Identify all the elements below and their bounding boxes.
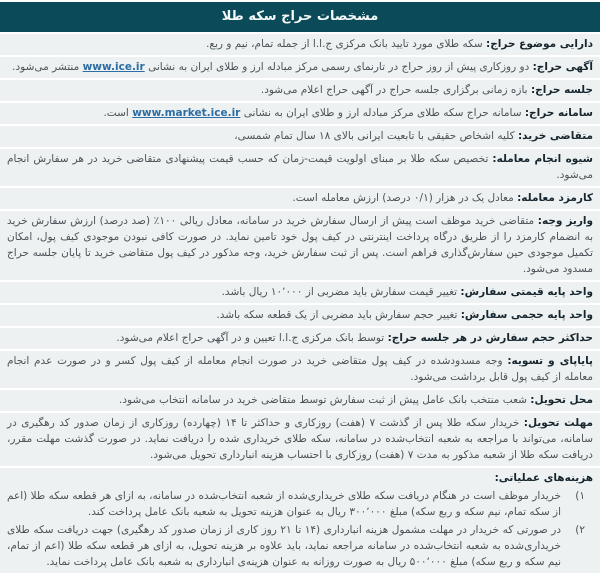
spec-text: تغییر قیمت سفارش باید مضربی از ۱۰٬۰۰۰ ریال باشد. [221, 286, 458, 298]
spec-row-delivery-deadline [0, 413, 600, 466]
list-item [7, 522, 593, 570]
spec-row-price-tick [0, 282, 600, 303]
spec-text: منتشر می‌شود. [12, 61, 80, 73]
page-title: مشخصات حراج سکه طلا [0, 2, 600, 32]
spec-row-session [0, 80, 600, 101]
spec-label: محل تحویل: [530, 394, 593, 406]
spec-text: سکه طلای مورد تایید بانک مرکزی ج.ا.ا از جمله تمام، نیم و ربع. [206, 38, 483, 50]
spec-text: بازه زمانی برگزاری جلسه حراج در آگهی حراج اعلام می‌شود. [260, 84, 528, 96]
spec-text: تخصیص سکه طلا بر مبنای اولویت قیمت-زمان که حسب قیمت پیشنهادی متقاضی خرید در هر سفارش انجام می‌شود. [7, 153, 593, 181]
spec-label: آگهی حراج: [532, 61, 593, 73]
spec-label: جلسه حراج: [530, 84, 593, 96]
spec-label: متقاضی خرید: [517, 130, 593, 142]
spec-label: مهلت تحویل: [523, 417, 593, 429]
spec-text: سامانه حراج سکه طلای مرکز مبادله ارز و طلای ایران به نشانی [243, 107, 522, 119]
spec-label: دارایی موضوع حراج: [486, 38, 593, 50]
spec-text: است. [103, 107, 129, 119]
spec-text: خریدار سکه طلا پس از گذشت ۷ (هفت) روزکاری و حداکثر تا ۱۴ (چهارده) روزکاری از زمان صدور کد رهگیری در سامانه، می‌تواند با مراجعه به شعبه انتخاب‌شده در سامانه، سکه طلای خریداری شده را دریافت نماید. در صورت گذشت مهلت مقرر، دریافت سکه طلا از شعبه مذکور به مدت ۷ (هفت) روزکاری با احتساب هزینه انبارداری تحویل می‌شود. [7, 417, 593, 461]
auction-specs-page [0, 2, 600, 573]
spec-text: کلیه اشخاص حقیقی با تابعیت ایرانی بالای ۱۸ سال تمام شمسی، [234, 130, 515, 142]
spec-text: معادل یک در هزار (۰/۱ درصد) ارزش معامله است. [292, 192, 514, 204]
spec-row-commission [0, 188, 600, 209]
spec-row-asset [0, 34, 600, 55]
spec-row-delivery-place [0, 390, 600, 411]
spec-row-notice [0, 57, 600, 78]
spec-label: کارمزد معامله: [517, 192, 593, 204]
spec-row-trade-method [0, 149, 600, 186]
operational-costs-section [0, 468, 600, 573]
spec-text: وجه مسدودشده در کیف پول متقاضی خرید در صورت انجام معامله از کیف پول کسر و در صورت عدم انجام معامله از کیف پول قابل برداشت می‌شود. [7, 355, 593, 383]
list-item [7, 488, 593, 520]
spec-row-settlement [0, 351, 600, 388]
spec-row-deposit [0, 211, 600, 280]
list-item-number: ۱) [575, 490, 585, 502]
spec-label: حداکثر حجم سفارش در هر جلسه حراج: [387, 332, 593, 344]
spec-text: تغییر حجم سفارش باید مضربی از یک قطعه سکه باشد. [216, 309, 458, 321]
spec-row-buyer [0, 126, 600, 147]
list-item-text: در صورتی که خریدار در مهلت مشمول هزینه انبارداری (۱۴ تا ۲۱ روز کاری از زمان صدور کد رهگیری) جهت دریافت سکه طلای خریداری‌شده به شعبه انتخاب‌شده در سامانه مراجعه نماید، باید علاوه بر هزینه تحویل، به ازای هر قطعه سکه طلا (اعم از تمام، نیم سکه و ربع سکه) مبلغ ۵۰۰٬۰۰۰ ریال به صورت روزانه به عنوان هزینه‌ی انبارداری به شعبه بانک عامل پرداخت نماید. [7, 524, 561, 568]
list-item-number: ۲) [575, 524, 585, 536]
spec-label: واحد پایه حجمی سفارش: [460, 309, 593, 321]
spec-row-volume-unit [0, 305, 600, 326]
market-ice-website-link[interactable]: www.market.ice.ir [132, 107, 241, 119]
operational-costs-label: هزینه‌های عملیاتی: [494, 472, 593, 484]
spec-row-platform [0, 103, 600, 124]
spec-label: واحد پایه قیمتی سفارش: [460, 286, 593, 298]
spec-text: متقاضی خرید موظف است پیش از ارسال سفارش خرید در سامانه، معادل ریالی ۱۰۰٪ (صد درصد) ارزش سفارش خرید به انضمام کارمزد را از طریق درگاه پرداخت اینترنتی در کیف پول خود تامین نماید. در صورت کافی نبودن موجودی کیف پول، امکان تکمیل موجودی حین سفارش‌گذاری فراهم است. پس از ثبت سفارش خرید، وجه مذکور در کیف پول متقاضی خرید تا پایان جلسه حراج مسدود می‌شود. [7, 215, 593, 275]
spec-label: پایاپای و تسویه: [507, 355, 593, 367]
spec-label: شیوه انجام معامله: [492, 153, 593, 165]
ice-website-link[interactable]: www.ice.ir [82, 61, 145, 73]
list-item-text: خریدار موظف است در هنگام دریافت سکه طلای خریداری‌شده از شعبه انتخاب‌شده در سامانه، به ازای هر قطعه سکه طلا (اعم از سکه تمام، نیم سکه و ربع سکه) مبلغ ۳۰۰٬۰۰۰ ریال به عنوان هزینه تحویل به شعبه بانک عامل پرداخت کند. [7, 490, 561, 518]
spec-label: سامانه حراج: [524, 107, 593, 119]
spec-label: واریز وجه: [537, 215, 593, 227]
spec-text: شعب منتخب بانک عامل پیش از ثبت سفارش توسط متقاضی خرید در سامانه انتخاب می‌شود. [119, 394, 527, 406]
spec-text: توسط بانک مرکزی ج.ا.ا تعیین و در آگهی حراج اعلام می‌شود. [116, 332, 385, 344]
spec-row-max-volume [0, 328, 600, 349]
spec-text: دو روزکاری پیش از روز حراج در تارنمای رسمی مرکز مبادله ارز و طلای ایران به نشانی [148, 61, 530, 73]
